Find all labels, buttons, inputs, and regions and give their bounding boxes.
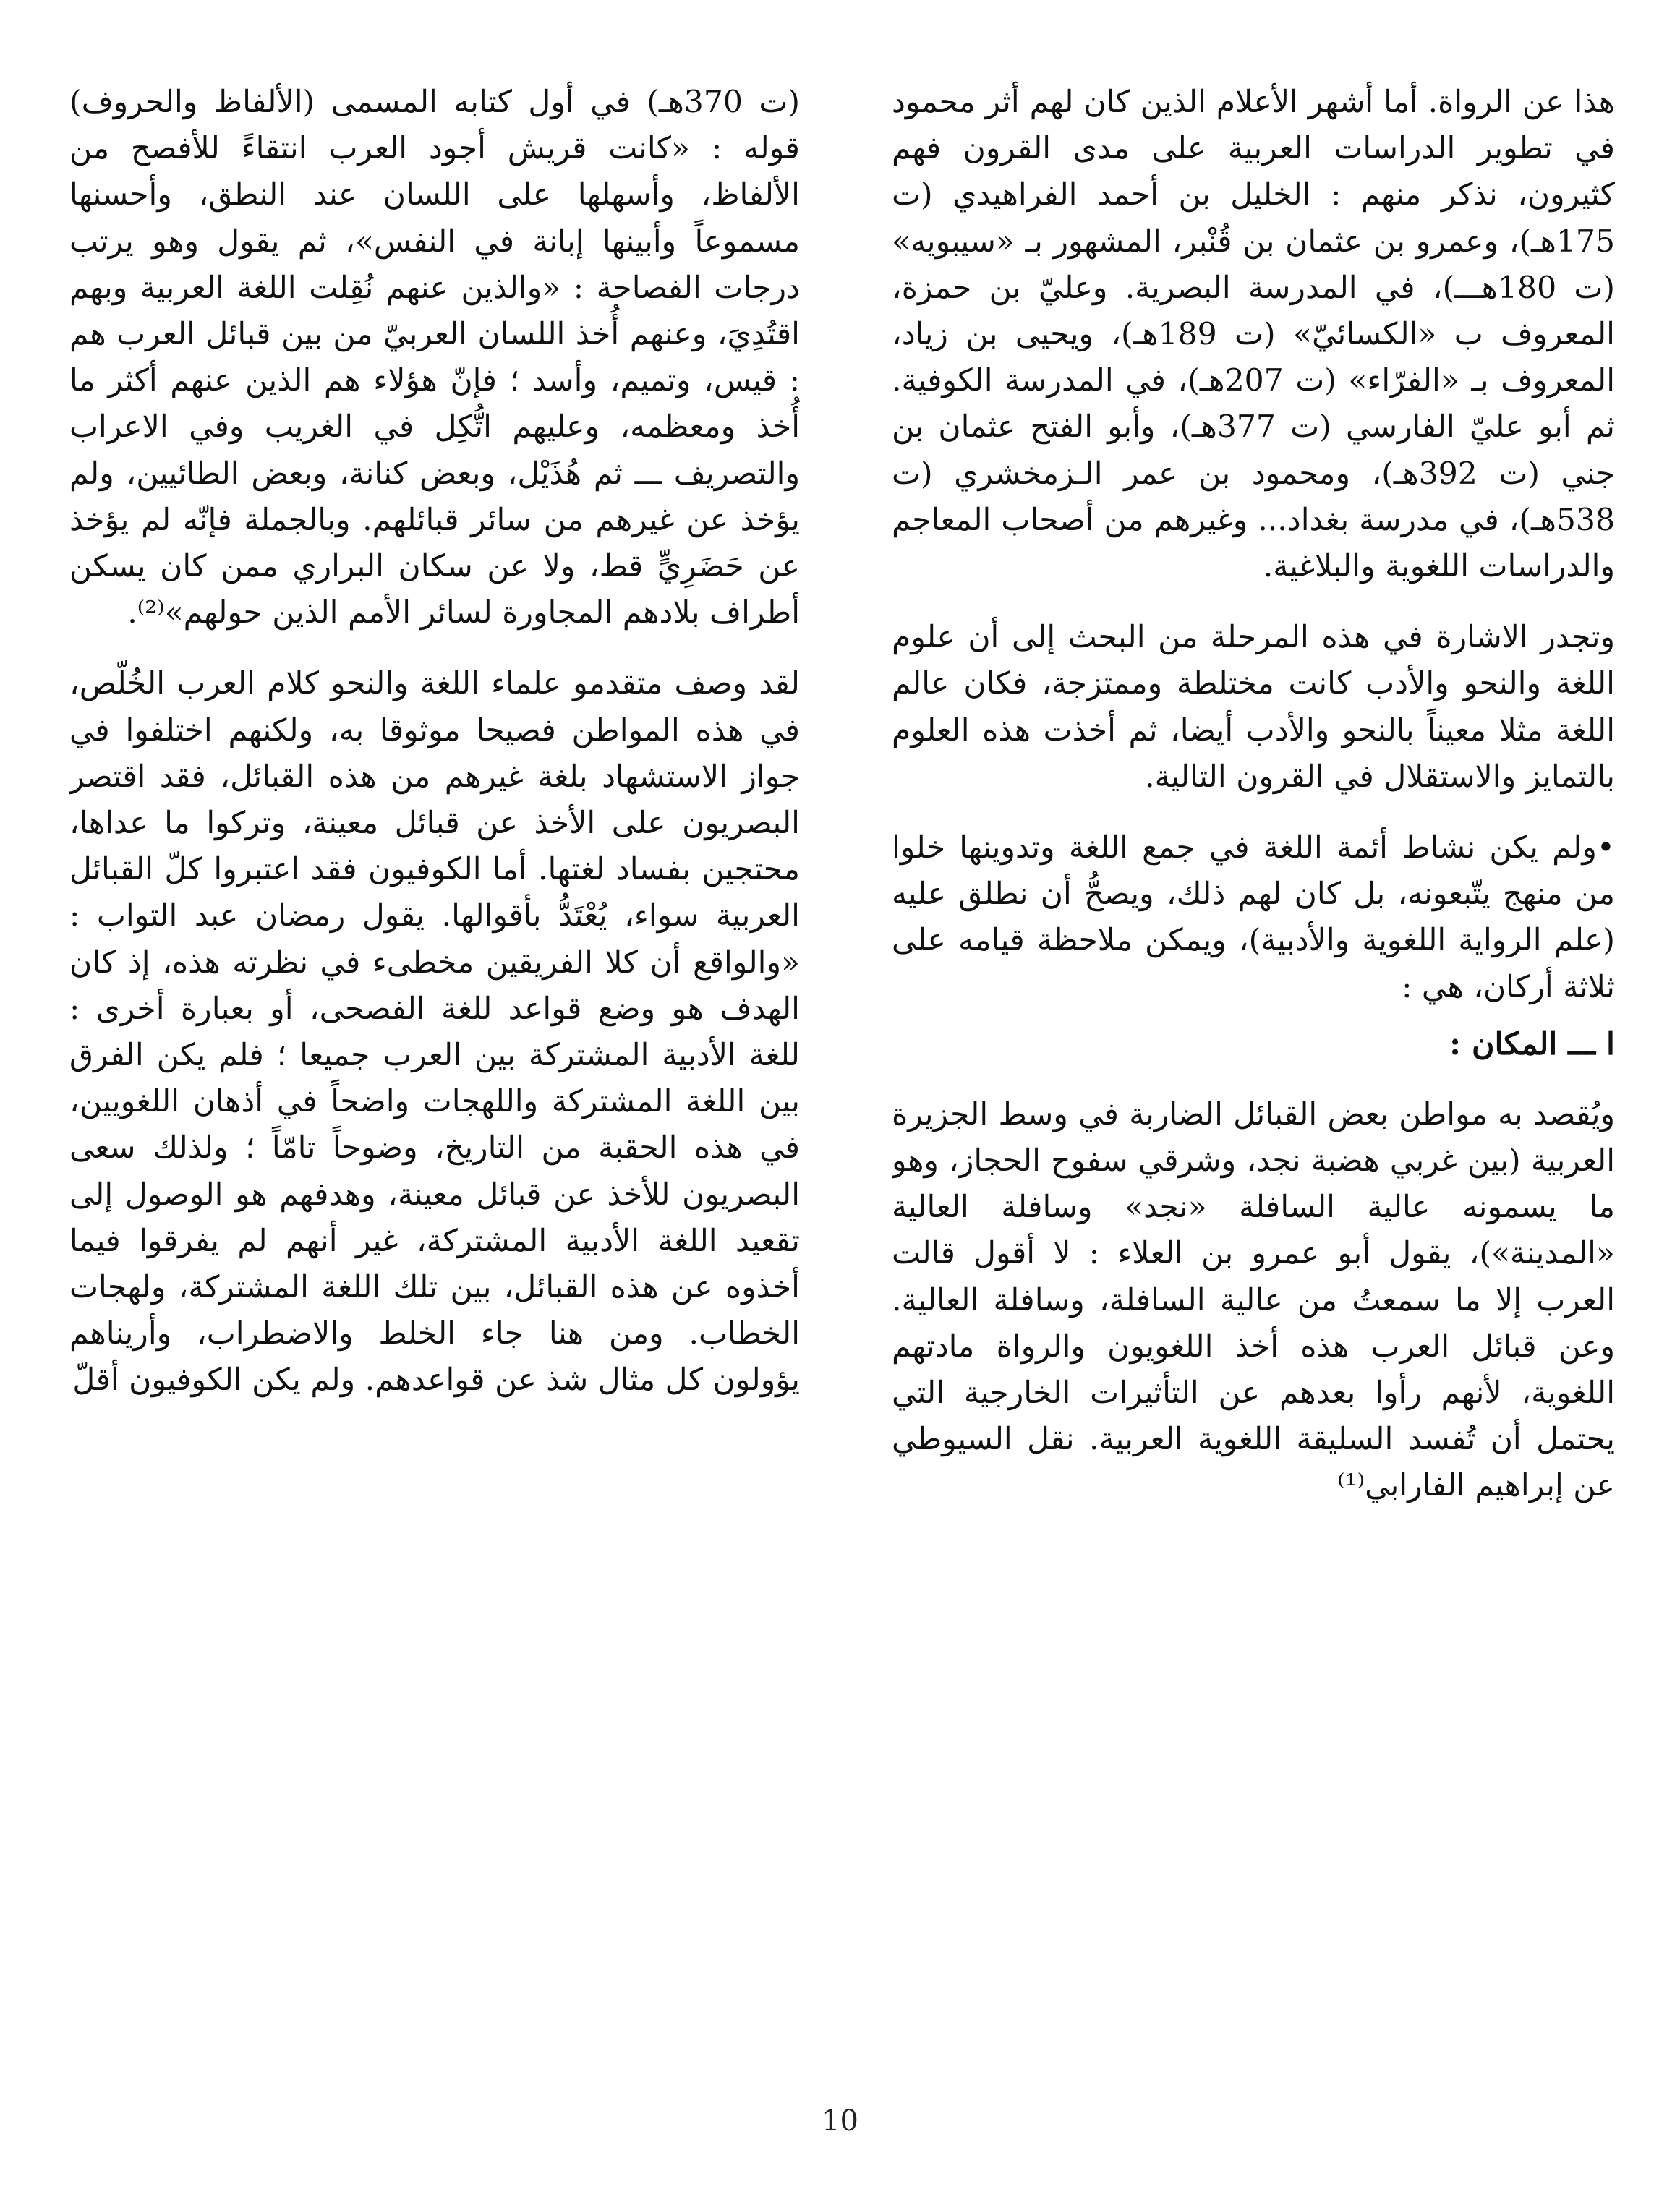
left-paragraph-1: (ت 370هـ) في أول كتابه المسمى (الألفاظ والحروف) قوله : «كانت قريش أجود العرب انتقاءً للأفصح من الألفاظ، وأسهلها على اللسان عند النطق، وأحسنها مسموعاً وأبينها إبانة في النفس»، ثم يقول وهو يرتب درجات الفصاحة : «والذين عنهم نُقِلت اللغة العربية وبهم اقتُدِيَ، وعنهم أُخذ اللسان العربيّ من بين قبائل العرب هم : قيس، وتميم، وأسد ؛ فإنّ هؤلاء هم الذين عنهم أكثر ما أُخذ ومعظمه، وعليهم اتُّكِل في الغريب وفي الاعراب والتصريف ـــ ثم هُذَيْل، وبعض كنانة، وبعض الطائيين، ولم يؤخذ عن غيرهم من سائر قبائلهم. وبالجملة فإنّه لم يؤخذ عن حَضَرِيٍّ قط، ولا عن سكان البراري ممن كان يسكن أطراف بلادهم المجاورة لسائر الأمم الذين حولهم»⁽²⁾. — [69, 85, 800, 631]
right-paragraph-1: هذا عن الرواة. أما أشهر الأعلام الذين كان لهم أثر محمود في تطوير الدراسات العربية على مدى القرون فهم كثيرون، نذكر منهم : الخليل بن أحمد الفراهيدي (ت 175هـ)، وعمرو بن عثمان بن قُنْبر، المشهور بـ «سيبويه» (ت 180هـــ)، في المدرسة البصرية. وعليّ بن حمزة، المعروف ب «الكسائيّ» (ت 189هـ)، ويحيى بن زياد، المعروف بـ «الفرّاء» (ت 207هـ)، في المدرسة الكوفية. ثم أبو عليّ الفارسي (ت 377هـ)، وأبو الفتح عثمان بن جني (ت 392هـ)، ومحمود بن عمر الـزمخشري (ت 538هـ)، في مدرسة بغداد... وغيرهم من أصحاب المعاجم والدراسات اللغوية والبلاغية. — [892, 85, 1615, 585]
section-heading-place: ا ـــ المكان : — [1449, 1025, 1615, 1062]
right-column — [892, 80, 1615, 2061]
page-number: 10 — [822, 2104, 858, 2138]
left-paragraph-2: لقد وصف متقدمو علماء اللغة والنحو كلام العرب الخُلّص، في هذه المواطن فصيحا موثوقا به، ولكنهم اختلفوا في جواز الاستشهاد بلغة غيرهم من هذه القبائل، فقد اقتصر البصريون على الأخذ عن قبائل معينة، وتركوا ما عداها، محتجين بفساد لغتها. أما الكوفيون فقد اعتبروا كلّ القبائل العربية سواء، يُعْتَدُّ بأقوالها. يقول رمضان عبد التواب : «والواقع أن كلا الفريقين مخطىء في نظرته هذه، إذ كان الهدف هو وضع قواعد للغة الفصحى، أو بعبارة أخرى : للغة الأدبية المشتركة بين العرب جميعا ؛ فلم يكن الفرق بين اللغة المشتركة واللهجات واضحاً في أذهان اللغويين، في هذه الحقبة من التاريخ، وضوحاً تامّاً ؛ ولذلك سعى البصريون للأخذ عن قبائل معينة، وهدفهم هو الوصول إلى تقعيد اللغة الأدبية المشتركة، غير أنهم لم يفرقوا فيما أخذوه عن هذه القبائل، بين تلك اللغة المشتركة، ولهجات الخطاب. ومن هنا جاء الخلط والاضطراب، وأريناهم يؤولون كل مثال شذ عن قواعدهم. ولم يكن الكوفيون أقلّ — [69, 666, 800, 1399]
right-paragraph-2: وتجدر الاشارة في هذه المرحلة من البحث إلى أن علوم اللغة والنحو والأدب كانت مختلطة وممتزجة، فكان عالم اللغة مثلا معيناً بالنحو والأدب أيضا، ثم أخذت هذه العلوم بالتمايز والاستقلال في القرون التالية. — [892, 620, 1615, 795]
right-paragraph-3: •ولم يكن نشاط أئمة اللغة في جمع اللغة وتدوينها خلوا من منهج يتّبعونه، بل كان لهم ذلك، ويصحُّ أن نطلق عليه (علم الرواية اللغوية والأدبية)، ويمكن ملاحظة قيامه على ثلاثة أركان، هي : — [892, 830, 1615, 1005]
left-column — [69, 80, 800, 2061]
right-paragraph-4: ويُقصد به مواطن بعض القبائل الضاربة في وسط الجزيرة العربية (بين غربي هضبة نجد، وشرقي سفوح الحجاز، وهو ما يسمونه عالية السافلة «نجد» وسافلة العالية «المدينة»)، يقول أبو عمرو بن العلاء : لا أقول قالت العرب إلا ما سمعتُ من عالية السافلة، وسافلة العالية. وعن قبائل العرب هذه أخذ اللغويون والرواة مادتهم اللغوية، لأنهم رأوا بعدهم عن التأثيرات الخارجية التي يحتمل أن تُفسد السليقة اللغوية العربية. نقل السيوطي عن إبراهيم الفارابي⁽¹⁾ — [892, 1096, 1615, 1504]
